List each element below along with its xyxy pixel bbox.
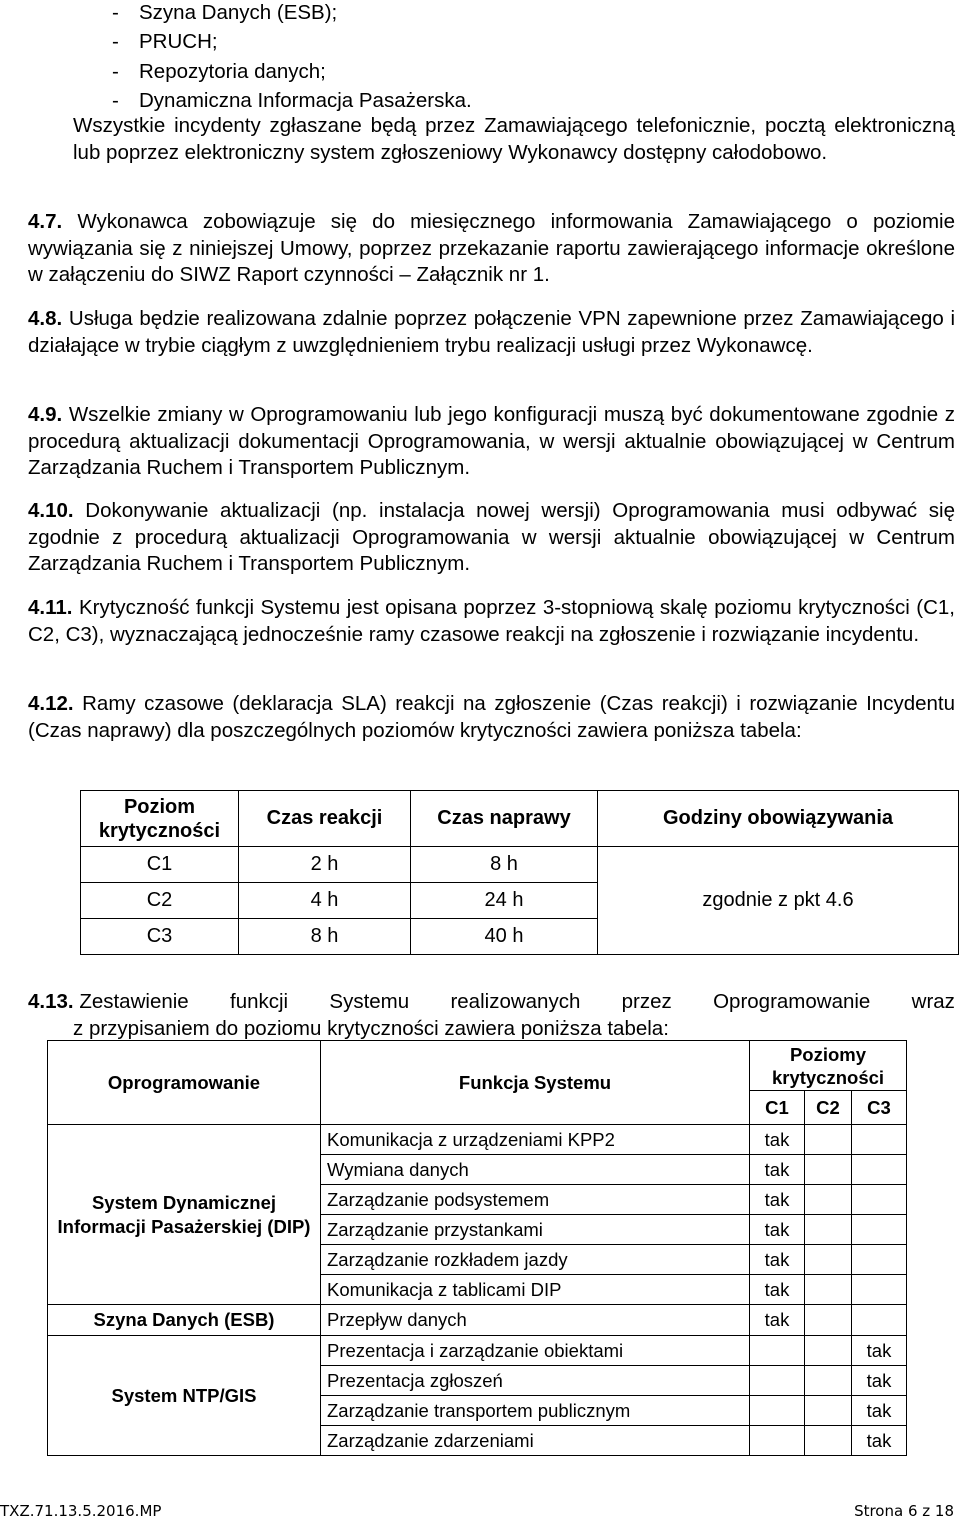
c2-cell (805, 1426, 852, 1456)
footer-page-number: Strona 6 z 18 (854, 1502, 954, 1520)
level-cell: C3 (81, 919, 239, 955)
c3-cell (852, 1155, 907, 1185)
paragraph-4-10: 4.10. Dokonywanie aktualizacji (np. instalacja nowej wersji) Oprogramowania musi odbywać się zgodnie z procedurą aktualizacji Oprogramowania w wersji aktualnie obowiązującej w Centrum Zarządzania Ruchem i Transportem Publicznym. (28, 499, 955, 575)
c2-cell (805, 1215, 852, 1245)
repair-cell: 8 h (411, 847, 598, 883)
function-cell: Komunikacja z tablicami DIP (321, 1275, 750, 1305)
c1-cell: tak (750, 1125, 805, 1155)
paragraph-4-13: 4.13. Zestawienie funkcji Systemu realizowanych przez Oprogramowanie wraz z przypisaniem do poziomu krytyczności zawiera poniższa tabela: (28, 990, 955, 1040)
paragraph-4-7: 4.7. Wykonawca zobowiązuje się do miesięcznego informowania Zamawiającego o poziomie wywiązania się z niniejszej Umowy, poprzez przekazanie raportu zawierającego informacje określone w załączeniu do SIWZ Raport czynności – Załącznik nr 1. (28, 210, 955, 286)
c3-cell (852, 1275, 907, 1305)
c1-cell: tak (750, 1155, 805, 1185)
c3-cell (852, 1305, 907, 1336)
c2-cell (805, 1305, 852, 1336)
paragraph-4-8: 4.8. Usługa będzie realizowana zdalnie poprzez połączenie VPN zapewnione przez Zamawiającego i działające w trybie ciągłym z uwzględnieniem trybu realizacji usługi przez Wykonawcę. (28, 307, 955, 357)
function-cell: Zarządzanie rozkładem jazdy (321, 1245, 750, 1275)
header-function: Funkcja Systemu (321, 1041, 750, 1125)
function-cell: Zarządzanie przystankami (321, 1215, 750, 1245)
c2-cell (805, 1245, 852, 1275)
c2-cell (805, 1366, 852, 1396)
repair-cell: 24 h (411, 883, 598, 919)
c3-cell: tak (852, 1396, 907, 1426)
header-level: Poziom krytyczności (81, 791, 239, 847)
c1-cell: tak (750, 1275, 805, 1305)
system-esb: Szyna Danych (ESB) (48, 1305, 321, 1336)
repair-cell: 40 h (411, 919, 598, 955)
reaction-cell: 4 h (239, 883, 411, 919)
paragraph-4-11: 4.11. Krytyczność funkcji Systemu jest opisana poprzez 3-stopniową skalę poziomu krytyczności (C1, C2, C3), wyznaczającą jednocześnie ramy czasowe reakcji na zgłoszenie i rozwiązanie incydentu. (28, 596, 955, 646)
level-cell: C1 (81, 847, 239, 883)
c1-cell (750, 1426, 805, 1456)
c3-cell (852, 1125, 907, 1155)
sla-table (80, 790, 959, 955)
function-cell: Zarządzanie zdarzeniami (321, 1426, 750, 1456)
c1-cell: tak (750, 1215, 805, 1245)
c1-cell: tak (750, 1305, 805, 1336)
function-cell: Zarządzanie transportem publicznym (321, 1396, 750, 1426)
c2-cell (805, 1336, 852, 1366)
reaction-cell: 8 h (239, 919, 411, 955)
c1-cell (750, 1366, 805, 1396)
function-cell: Zarządzanie podsystemem (321, 1185, 750, 1215)
c3-cell: tak (852, 1366, 907, 1396)
header-c3: C3 (852, 1091, 907, 1125)
c3-cell: tak (852, 1336, 907, 1366)
function-cell: Przepływ danych (321, 1305, 750, 1336)
footer-doc-id: TXZ.71.13.5.2016.MP (0, 1502, 162, 1520)
c2-cell (805, 1396, 852, 1426)
c3-cell (852, 1215, 907, 1245)
hours-cell: zgodnie z pkt 4.6 (598, 847, 959, 955)
intro-paragraph: Wszystkie incydenty zgłaszane będą przez Zamawiającego telefonicznie, pocztą elektroniczną lub poprzez elektroniczny system zgłoszeniowy Wykonawcy dostępny całodobowo. (73, 114, 955, 164)
functions-table (47, 1040, 907, 1456)
c2-cell (805, 1155, 852, 1185)
c1-cell: tak (750, 1185, 805, 1215)
c2-cell (805, 1125, 852, 1155)
header-repair: Czas naprawy (411, 791, 598, 847)
header-c2: C2 (805, 1091, 852, 1125)
function-cell: Komunikacja z urządzeniami KPP2 (321, 1125, 750, 1155)
level-cell: C2 (81, 883, 239, 919)
c2-cell (805, 1185, 852, 1215)
c3-cell: tak (852, 1426, 907, 1456)
function-cell: Wymiana danych (321, 1155, 750, 1185)
system-dip: System Dynamicznej Informacji Pasażerskiej (DIP) (48, 1125, 321, 1305)
c1-cell (750, 1396, 805, 1426)
paragraph-4-12: 4.12. Ramy czasowe (deklaracja SLA) reakcji na zgłoszenie (Czas reakcji) i rozwiązanie Incydentu (Czas naprawy) dla poszczególnych poziomów krytyczności zawiera poniższa tabela: (28, 692, 956, 742)
function-cell: Prezentacja zgłoszeń (321, 1366, 750, 1396)
paragraph-4-9: 4.9. Wszelkie zmiany w Oprogramowaniu lub jego konfiguracji muszą być dokumentowane zgodnie z procedurą aktualizacji dokumentacji Oprogramowania, w wersji aktualnie obowiązującej w Centrum Zarządzania Ruchem i Transportem Publicznym. (28, 403, 955, 479)
function-cell: Prezentacja i zarządzanie obiektami (321, 1336, 750, 1366)
c1-cell: tak (750, 1245, 805, 1275)
header-levels: Poziomy krytyczności (750, 1041, 907, 1091)
c1-cell (750, 1336, 805, 1366)
header-reaction: Czas reakcji (239, 791, 411, 847)
c3-cell (852, 1245, 907, 1275)
c2-cell (805, 1275, 852, 1305)
c3-cell (852, 1185, 907, 1215)
system-ntp-gis: System NTP/GIS (48, 1336, 321, 1456)
reaction-cell: 2 h (239, 847, 411, 883)
header-c1: C1 (750, 1091, 805, 1125)
header-software: Oprogramowanie (48, 1041, 321, 1125)
header-hours: Godziny obowiązywania (598, 791, 959, 847)
